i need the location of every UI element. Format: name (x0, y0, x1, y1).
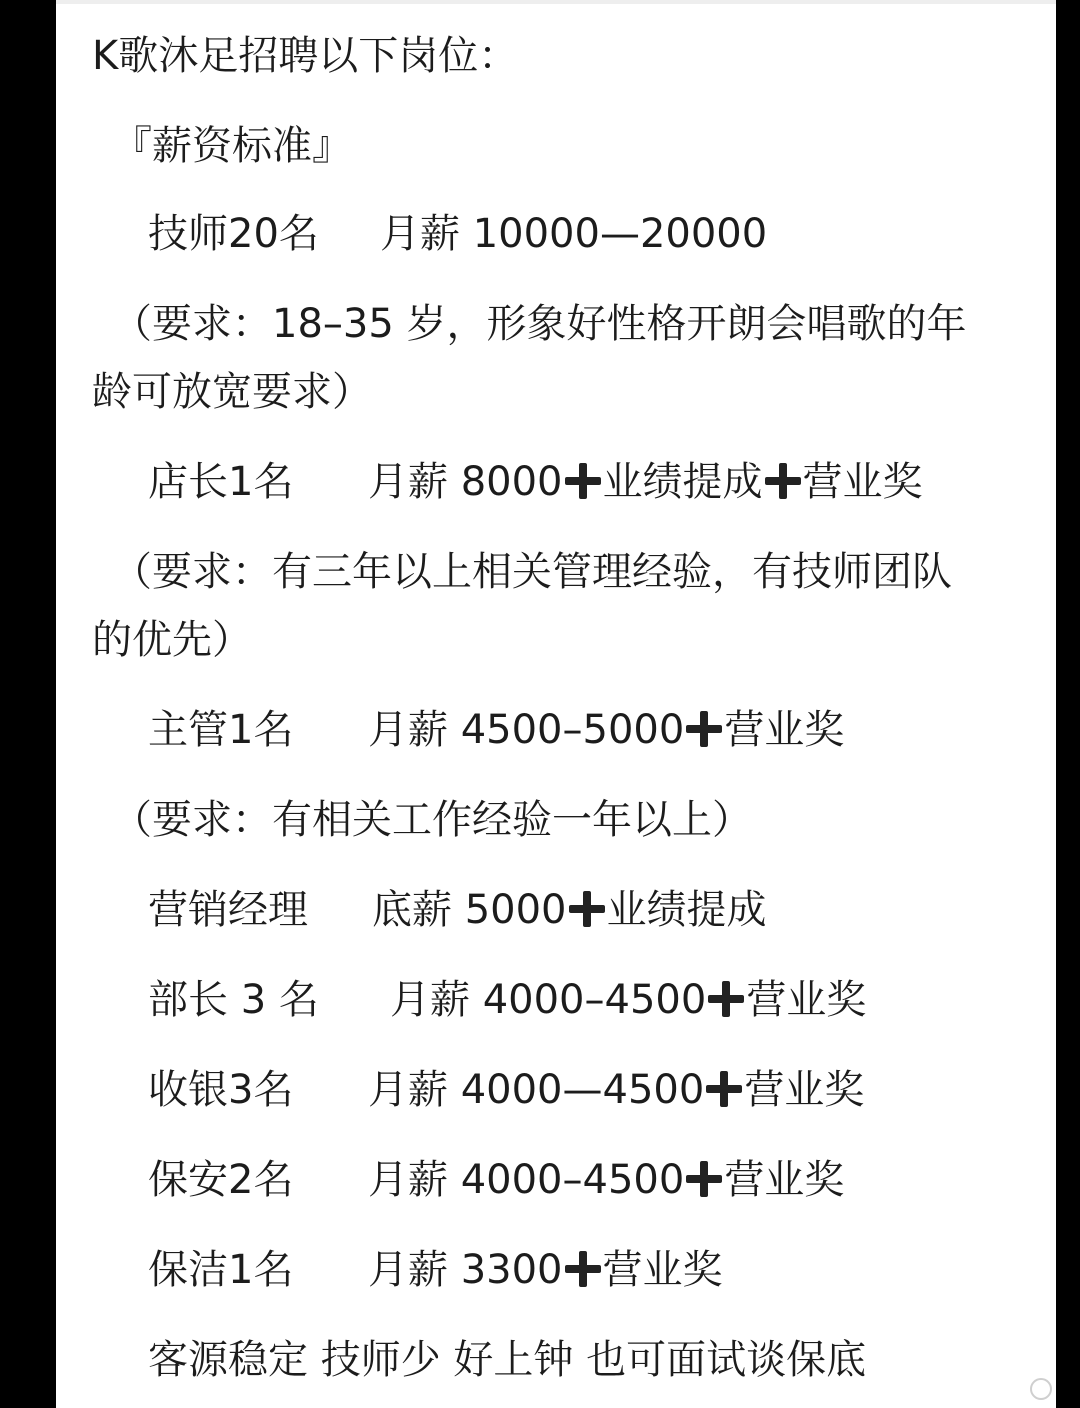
position-role: 收银3名 (148, 1067, 294, 1113)
plus-icon (569, 891, 605, 927)
position-row (56, 204, 1056, 264)
position-row (56, 1240, 1056, 1300)
document-body (56, 0, 1056, 1408)
position-pay: 月薪 4000–4500 营业奖 (368, 1157, 845, 1203)
heading: K歌沐足招聘以下岗位： (92, 33, 519, 79)
position-pay: 月薪 4000—4500 营业奖 (368, 1067, 865, 1113)
position-pay: 月薪 3300 营业奖 (368, 1247, 723, 1293)
closing-note: 客源稳定 技师少 好上钟 也可面试谈保底 (148, 1337, 867, 1383)
position-row (56, 1060, 1056, 1120)
position-role: 技师20名 (148, 211, 319, 257)
position-row (56, 970, 1056, 1030)
requirement-text: 的优先） (92, 617, 252, 663)
plus-icon (686, 1161, 722, 1197)
position-role: 营销经理 (148, 887, 308, 933)
plus-icon (565, 463, 601, 499)
plus-icon (706, 1071, 742, 1107)
requirement-text: （要求：有相关工作经验一年以上） (112, 797, 752, 843)
watermark-icon (1030, 1378, 1052, 1400)
requirement-text: （要求：有三年以上相关管理经验，有技师团队 (112, 549, 952, 595)
requirement-text: （要求：18–35 岁，形象好性格开朗会唱歌的年 (112, 301, 967, 347)
salary-standard-title: 『薪资标准』 (112, 123, 352, 169)
position-pay: 月薪 4000–4500 营业奖 (390, 977, 867, 1023)
position-row (56, 880, 1056, 940)
position-role: 主管1名 (148, 707, 294, 753)
plus-icon (686, 711, 722, 747)
position-role: 保洁1名 (148, 1247, 294, 1293)
position-pay: 底薪 5000 业绩提成 (372, 887, 767, 933)
position-pay: 月薪 10000—20000 (380, 211, 768, 257)
plus-icon (565, 1251, 601, 1287)
requirement-text: 龄可放宽要求） (92, 369, 372, 415)
position-role: 部长 3 名 (148, 977, 319, 1023)
position-role: 保安2名 (148, 1157, 294, 1203)
position-role: 店长1名 (148, 459, 294, 505)
top-divider (56, 0, 1056, 4)
position-row (56, 1150, 1056, 1210)
plus-icon (708, 981, 744, 1017)
plus-icon (765, 463, 801, 499)
position-row (56, 700, 1056, 760)
position-row (56, 452, 1056, 512)
position-pay: 月薪 8000 业绩提成 营业奖 (368, 459, 923, 505)
position-pay: 月薪 4500–5000 营业奖 (368, 707, 845, 753)
